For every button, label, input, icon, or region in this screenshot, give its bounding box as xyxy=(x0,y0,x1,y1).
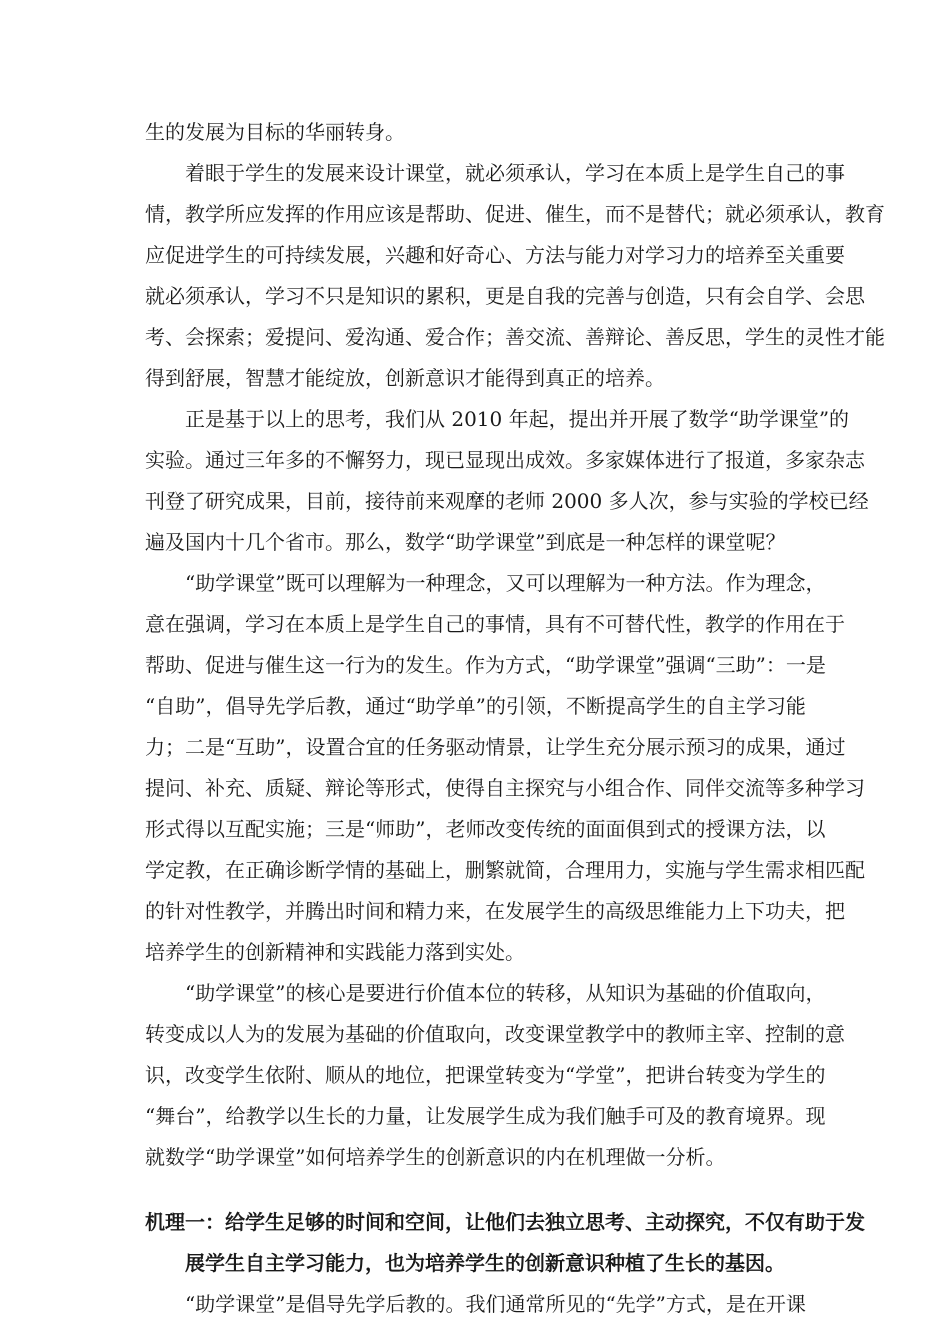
paragraph-line: “助学课堂”的核心是要进行价值本位的转移，从知识为基础的价值取向， xyxy=(185,981,826,1005)
paragraph-line: 就必须承认，学习不只是知识的累积，更是自我的完善与创造，只有会自学、会思 xyxy=(145,284,865,308)
section-heading-continuation: 展学生自主学习能力，也为培养学生的创新意识种植了生长的基因。 xyxy=(185,1251,785,1275)
paragraph-line: 转变成以人为的发展为基础的价值取向，改变课堂教学中的教师主宰、控制的意 xyxy=(145,1022,845,1046)
paragraph-line: 实验。通过三年多的不懈努力，现已显现出成效。多家媒体进行了报道，多家杂志 xyxy=(145,448,865,472)
paragraph-line: 的针对性教学，并腾出时间和精力来，在发展学生的高级思维能力上下功夫，把 xyxy=(145,899,845,923)
paragraph-line: 情，教学所应发挥的作用应该是帮助、促进、催生，而不是替代；就必须承认，教育 xyxy=(145,202,885,226)
paragraph-line: 刊登了研究成果，目前，接待前来观摩的老师 2000 多人次，参与实验的学校已经 xyxy=(145,489,869,513)
paragraph-line: 形式得以互配实施；三是“师助”，老师改变传统的面面俱到式的授课方法，以 xyxy=(145,817,826,841)
paragraph-line: 帮助、促进与催生这一行为的发生。作为方式，“助学课堂”强调“三助”：一是 xyxy=(145,653,826,677)
paragraph-line: 学定教，在正确诊断学情的基础上，删繁就简，合理用力，实施与学生需求相匹配 xyxy=(145,858,865,882)
paragraph-line: 遍及国内十几个省市。那么，数学“助学课堂”到底是一种怎样的课堂呢？ xyxy=(145,530,786,554)
paragraph-line: “助学课堂”既可以理解为一种理念，又可以理解为一种方法。作为理念， xyxy=(185,571,826,595)
paragraph-line: 就数学“助学课堂”如何培养学生的创新意识的内在机理做一分析。 xyxy=(145,1145,726,1169)
paragraph-line: 意在强调，学习在本质上是学生自己的事情，具有不可替代性，教学的作用在于 xyxy=(145,612,845,636)
paragraph-line: 正是基于以上的思考，我们从 2010 年起，提出并开展了数学“助学课堂”的 xyxy=(185,407,850,431)
section-heading: 机理一：给学生足够的时间和空间，让他们去独立思考、主动探究，不仅有助于发 xyxy=(145,1210,865,1234)
paragraph-line: 着眼于学生的发展来设计课堂，就必须承认，学习在本质上是学生自己的事 xyxy=(185,161,845,185)
paragraph-line: “自助”，倡导先学后教，通过“助学单”的引领，不断提高学生的自主学习能 xyxy=(145,694,806,718)
paragraph-line: 提问、补充、质疑、辩论等形式，使得自主探究与小组合作、同伴交流等多种学习 xyxy=(145,776,865,800)
paragraph-line: 应促进学生的可持续发展，兴趣和好奇心、方法与能力对学习力的培养至关重要 xyxy=(145,243,845,267)
paragraph-line: “助学课堂”是倡导先学后教的。我们通常所见的“先学”方式，是在开课 xyxy=(185,1292,806,1316)
paragraph-line: 识，改变学生依附、顺从的地位，把课堂转变为“学堂”，把讲台转变为学生的 xyxy=(145,1063,826,1087)
paragraph-line: 培养学生的创新精神和实践能力落到实处。 xyxy=(145,940,525,964)
paragraph-line: 得到舒展，智慧才能绽放，创新意识才能得到真正的培养。 xyxy=(145,366,665,390)
paragraph-line: “舞台”，给教学以生长的力量，让发展学生成为我们触手可及的教育境界。现 xyxy=(145,1104,826,1128)
paragraph-line: 力；二是“互助”，设置合宜的任务驱动情景，让学生充分展示预习的成果，通过 xyxy=(145,735,846,759)
paragraph-line: 考、会探索；爱提问、爱沟通、爱合作；善交流、善辩论、善反思，学生的灵性才能 xyxy=(145,325,885,349)
paragraph-line: 生的发展为目标的华丽转身。 xyxy=(145,120,405,144)
